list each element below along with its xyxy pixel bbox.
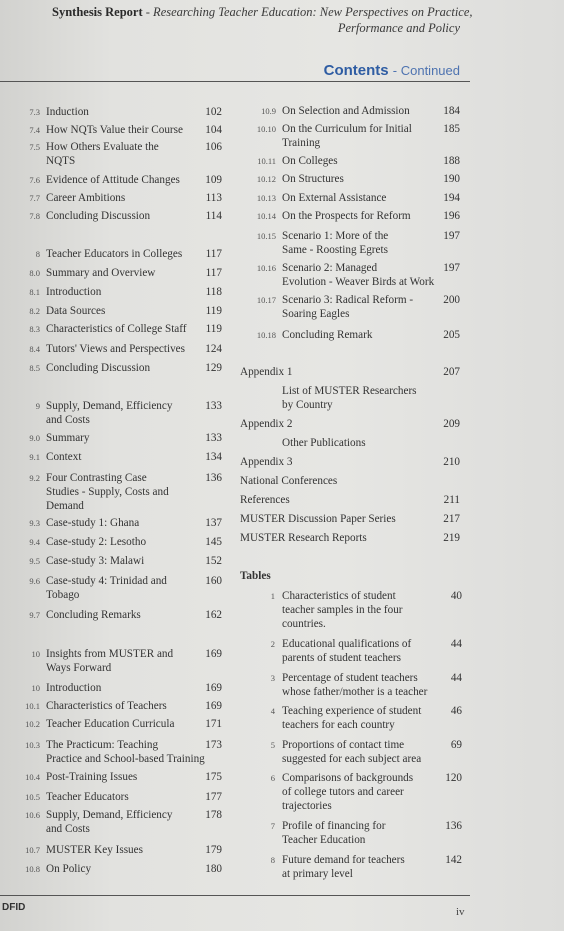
entry-number: 10.14 bbox=[256, 211, 276, 221]
toc-entry bbox=[240, 172, 464, 186]
contents-label: Contents bbox=[323, 62, 389, 79]
toc-entry bbox=[14, 247, 232, 261]
entry-number: 8 bbox=[35, 249, 40, 259]
entry-number: 7.5 bbox=[29, 142, 40, 152]
toc-entry bbox=[14, 342, 232, 356]
entry-title-line: Four Contrasting Case bbox=[46, 472, 147, 484]
entry-title-line: Practice and School-based Training bbox=[46, 753, 205, 765]
entry-title-line: MUSTER Key Issues bbox=[46, 844, 143, 856]
toc-entry bbox=[14, 516, 232, 530]
table-list-entry bbox=[240, 853, 464, 881]
entry-number: 9.5 bbox=[29, 556, 40, 566]
entry-title-line: Concluding Remark bbox=[282, 329, 373, 341]
entry-page-number: 207 bbox=[443, 366, 460, 378]
entry-number: 7.8 bbox=[29, 211, 40, 221]
entry-number: 7.3 bbox=[29, 107, 40, 117]
entry-number: 9.2 bbox=[29, 473, 40, 483]
footer-page-number: iv bbox=[456, 906, 465, 918]
entry-title-line: National Conferences bbox=[240, 475, 338, 487]
entry-page-number: 175 bbox=[205, 771, 222, 783]
entry-number: 10.5 bbox=[25, 792, 40, 802]
entry-title-line: Supply, Demand, Efficiency bbox=[46, 809, 173, 821]
entry-number: 8.0 bbox=[29, 268, 40, 278]
entry-number: 8.1 bbox=[29, 287, 40, 297]
toc-entry bbox=[14, 285, 232, 299]
entry-page-number: 44 bbox=[450, 672, 462, 684]
entry-number: 9.0 bbox=[29, 433, 40, 443]
report-subtitle-part1: - Researching Teacher Education: New Perspectives on Practice, bbox=[145, 5, 473, 19]
toc-entry bbox=[14, 770, 232, 784]
entry-title-line: teachers for each country bbox=[282, 719, 395, 731]
appendix-entry bbox=[240, 474, 464, 488]
entry-title-line: Teacher Educators bbox=[46, 791, 129, 803]
entry-number: 10.16 bbox=[256, 263, 276, 273]
entry-title-line: Educational qualifications of bbox=[282, 638, 412, 650]
toc-entry bbox=[14, 790, 232, 804]
entry-page-number: 109 bbox=[205, 174, 222, 186]
entry-page-number: 196 bbox=[443, 210, 460, 222]
entry-title-line: Post-Training Issues bbox=[46, 771, 138, 783]
entry-page-number: 205 bbox=[443, 329, 460, 341]
table-list-entry bbox=[240, 589, 464, 631]
entry-title-line: On External Assistance bbox=[282, 192, 387, 204]
entry-number: 10 bbox=[31, 649, 40, 659]
entry-title-line: NQTS bbox=[46, 155, 76, 167]
entry-title-line: at primary level bbox=[282, 868, 353, 880]
entry-page-number: 104 bbox=[205, 124, 222, 136]
entry-title-line: Case-study 2: Lesotho bbox=[46, 536, 147, 548]
contents-heading bbox=[324, 62, 460, 79]
entry-title-line: Ways Forward bbox=[46, 662, 112, 674]
toc-entry bbox=[14, 105, 232, 119]
entry-title-line: Appendix 3 bbox=[240, 456, 293, 468]
entry-title-line: whose father/mother is a teacher bbox=[282, 686, 428, 698]
entry-number: 10.15 bbox=[256, 231, 276, 241]
entry-number: 5 bbox=[270, 740, 275, 750]
entry-page-number: 133 bbox=[205, 432, 222, 444]
entry-title-line: Evolution - Weaver Birds at Work bbox=[282, 276, 435, 288]
entry-number: 9 bbox=[35, 401, 40, 411]
toc-entry bbox=[14, 808, 232, 836]
entry-title-line: and Costs bbox=[46, 414, 90, 426]
toc-entry bbox=[240, 261, 464, 289]
entry-page-number: 219 bbox=[443, 532, 460, 544]
entry-title-line: Induction bbox=[46, 106, 89, 118]
entry-title-line: Introduction bbox=[46, 286, 102, 298]
entry-page-number: 188 bbox=[443, 155, 460, 167]
toc-entry bbox=[14, 681, 232, 695]
appendix-entry bbox=[240, 531, 464, 545]
toc-entry bbox=[14, 862, 232, 876]
entry-page-number: 137 bbox=[205, 517, 222, 529]
toc-entry bbox=[14, 173, 232, 187]
entry-page-number: 106 bbox=[205, 141, 222, 153]
toc-entry bbox=[14, 322, 232, 336]
entry-page-number: 197 bbox=[443, 262, 460, 274]
entry-number: 10.1 bbox=[25, 701, 40, 711]
toc-entry bbox=[240, 191, 464, 205]
entry-number: 9.4 bbox=[29, 537, 40, 547]
entry-title-line: Characteristics of College Staff bbox=[46, 323, 187, 335]
entry-title-line: The Practicum: Teaching bbox=[46, 739, 159, 751]
appendix-entry bbox=[240, 365, 464, 379]
entry-title-line: Evidence of Attitude Changes bbox=[46, 174, 180, 186]
toc-entry bbox=[14, 738, 232, 766]
entry-title-line: Proportions of contact time bbox=[282, 739, 405, 751]
entry-title-line: MUSTER Research Reports bbox=[240, 532, 367, 544]
entry-page-number: 209 bbox=[443, 418, 460, 430]
toc-entry bbox=[240, 122, 464, 150]
entry-title-line: by Country bbox=[282, 399, 333, 411]
entry-title-line: Comparisons of backgrounds bbox=[282, 772, 414, 784]
entry-page-number: 178 bbox=[205, 809, 222, 821]
entry-number: 10.10 bbox=[256, 124, 276, 134]
entry-page-number: 169 bbox=[205, 700, 222, 712]
toc-entry bbox=[14, 191, 232, 205]
entry-number: 10 bbox=[31, 683, 40, 693]
entry-page-number: 194 bbox=[443, 192, 460, 204]
entry-page-number: 124 bbox=[205, 343, 222, 355]
entry-number: 3 bbox=[270, 673, 275, 683]
entry-page-number: 113 bbox=[205, 192, 222, 204]
entry-title-line: Appendix 1 bbox=[240, 366, 293, 378]
toc-entry bbox=[240, 229, 464, 257]
entry-number: 9.7 bbox=[29, 610, 40, 620]
entry-title-line: Insights from MUSTER and bbox=[46, 648, 174, 660]
entry-title-line: On Colleges bbox=[282, 155, 338, 167]
footer-rule bbox=[0, 895, 470, 896]
toc-entry bbox=[14, 574, 232, 602]
toc-entry bbox=[14, 140, 232, 168]
entry-page-number: 169 bbox=[205, 682, 222, 694]
table-list-entry bbox=[240, 637, 464, 665]
entry-page-number: 160 bbox=[205, 575, 222, 587]
entry-number: 8.3 bbox=[29, 324, 40, 334]
toc-entry bbox=[14, 608, 232, 622]
toc-entry bbox=[14, 399, 232, 427]
entry-page-number: 119 bbox=[205, 323, 222, 335]
appendix-entry bbox=[240, 384, 464, 412]
appendix-entry bbox=[240, 493, 464, 507]
entry-title-line: Other Publications bbox=[282, 437, 366, 449]
table-list-entry bbox=[240, 671, 464, 699]
entry-title-line: On Selection and Admission bbox=[282, 105, 410, 117]
entry-number: 7 bbox=[270, 821, 275, 831]
entry-number: 10.4 bbox=[25, 772, 40, 782]
entry-title-line: teacher samples in the four bbox=[282, 604, 403, 616]
toc-entry bbox=[240, 293, 464, 321]
entry-number: 10.17 bbox=[256, 295, 276, 305]
entry-page-number: 152 bbox=[205, 555, 222, 567]
toc-entry bbox=[240, 104, 464, 118]
entry-page-number: 136 bbox=[205, 472, 222, 484]
entry-page-number: 173 bbox=[205, 739, 222, 751]
toc-entry bbox=[14, 209, 232, 223]
entry-page-number: 40 bbox=[450, 590, 462, 602]
entry-number: 9.3 bbox=[29, 518, 40, 528]
toc-entry bbox=[14, 450, 232, 464]
tables-heading: Tables bbox=[240, 570, 271, 582]
entry-number: 8.2 bbox=[29, 306, 40, 316]
toc-entry bbox=[14, 843, 232, 857]
entry-title-line: Career Ambitions bbox=[46, 192, 126, 204]
report-title: Synthesis Report bbox=[52, 5, 143, 19]
entry-title-line: Future demand for teachers bbox=[282, 854, 405, 866]
entry-page-number: 217 bbox=[443, 513, 460, 525]
entry-title-line: Tobago bbox=[46, 589, 80, 601]
entry-title-line: suggested for each subject area bbox=[282, 753, 422, 765]
entry-title-line: On Policy bbox=[46, 863, 92, 875]
entry-page-number: 184 bbox=[443, 105, 460, 117]
entry-number: 9.6 bbox=[29, 576, 40, 586]
toc-entry bbox=[14, 266, 232, 280]
entry-page-number: 171 bbox=[205, 718, 222, 730]
entry-number: 7.6 bbox=[29, 175, 40, 185]
entry-title-line: countries. bbox=[282, 618, 326, 630]
toc-entry bbox=[240, 154, 464, 168]
entry-page-number: 180 bbox=[205, 863, 222, 875]
entry-title-line: Summary and Overview bbox=[46, 267, 156, 279]
entry-title-line: List of MUSTER Researchers bbox=[282, 385, 417, 397]
entry-number: 10.6 bbox=[25, 810, 40, 820]
entry-page-number: 145 bbox=[205, 536, 222, 548]
entry-title-line: and Costs bbox=[46, 823, 90, 835]
entry-title-line: How Others Evaluate the bbox=[46, 141, 159, 153]
entry-number: 2 bbox=[270, 639, 275, 649]
entry-page-number: 210 bbox=[443, 456, 460, 468]
entry-title-line: Concluding Discussion bbox=[46, 362, 151, 374]
entry-page-number: 211 bbox=[443, 494, 460, 506]
entry-title-line: Teacher Education bbox=[282, 834, 366, 846]
entry-page-number: 114 bbox=[205, 210, 222, 222]
entry-page-number: 185 bbox=[443, 123, 460, 135]
appendix-entry bbox=[240, 417, 464, 431]
entry-page-number: 134 bbox=[205, 451, 222, 463]
table-list-entry bbox=[240, 771, 464, 813]
header-line-1 bbox=[52, 5, 473, 20]
entry-page-number: 46 bbox=[450, 705, 462, 717]
entry-page-number: 69 bbox=[450, 739, 462, 751]
entry-number: 7.4 bbox=[29, 125, 40, 135]
entry-number: 8.5 bbox=[29, 363, 40, 373]
entry-title-line: Scenario 1: More of the bbox=[282, 230, 389, 242]
entry-page-number: 177 bbox=[205, 791, 222, 803]
entry-page-number: 133 bbox=[205, 400, 222, 412]
entry-title-line: Context bbox=[46, 451, 82, 463]
entry-page-number: 102 bbox=[205, 106, 222, 118]
entry-title-line: Training bbox=[282, 137, 321, 149]
entry-number: 10.9 bbox=[261, 106, 276, 116]
entry-title-line: Percentage of student teachers bbox=[282, 672, 418, 684]
table-list-entry bbox=[240, 704, 464, 732]
toc-entry bbox=[240, 328, 464, 342]
entry-number: 10.18 bbox=[256, 330, 276, 340]
entry-title-line: of college tutors and career bbox=[282, 786, 404, 798]
toc-entry bbox=[14, 647, 232, 675]
entry-page-number: 162 bbox=[205, 609, 222, 621]
entry-number: 8 bbox=[270, 855, 275, 865]
entry-title-line: Soaring Eagles bbox=[282, 308, 350, 320]
toc-entry bbox=[14, 123, 232, 137]
continued-label: - Continued bbox=[392, 63, 460, 78]
entry-title-line: Appendix 2 bbox=[240, 418, 293, 430]
table-list-entry bbox=[240, 738, 464, 766]
toc-entry bbox=[14, 431, 232, 445]
entry-title-line: parents of student teachers bbox=[282, 652, 401, 664]
entry-title-line: Teacher Education Curricula bbox=[46, 718, 175, 730]
entry-number: 6 bbox=[270, 773, 275, 783]
entry-title-line: Scenario 3: Radical Reform - bbox=[282, 294, 414, 306]
entry-title-line: Teacher Educators in Colleges bbox=[46, 248, 183, 260]
entry-number: 10.2 bbox=[25, 719, 40, 729]
entry-title-line: Demand bbox=[46, 500, 84, 512]
entry-page-number: 117 bbox=[205, 267, 222, 279]
entry-title-line: References bbox=[240, 494, 290, 506]
entry-page-number: 169 bbox=[205, 648, 222, 660]
entry-page-number: 129 bbox=[205, 362, 222, 374]
toc-entry bbox=[14, 717, 232, 731]
entry-title-line: Concluding Discussion bbox=[46, 210, 151, 222]
entry-number: 10.8 bbox=[25, 864, 40, 874]
entry-page-number: 200 bbox=[443, 294, 460, 306]
header-rule bbox=[0, 81, 470, 82]
table-list-entry bbox=[240, 819, 464, 847]
toc-entry bbox=[14, 304, 232, 318]
toc-entry bbox=[14, 361, 232, 375]
toc-entry bbox=[14, 535, 232, 549]
entry-number: 10.13 bbox=[256, 193, 276, 203]
entry-title-line: Concluding Remarks bbox=[46, 609, 141, 621]
entry-title-line: Scenario 2: Managed bbox=[282, 262, 378, 274]
toc-entry bbox=[14, 471, 232, 513]
appendix-entry bbox=[240, 455, 464, 469]
entry-page-number: 190 bbox=[443, 173, 460, 185]
entry-title-line: Case-study 1: Ghana bbox=[46, 517, 140, 529]
appendix-entry bbox=[240, 436, 464, 450]
entry-page-number: 136 bbox=[445, 820, 462, 832]
entry-page-number: 120 bbox=[445, 772, 462, 784]
entry-title-line: Teaching experience of student bbox=[282, 705, 422, 717]
entry-number: 8.4 bbox=[29, 344, 40, 354]
entry-number: 10.11 bbox=[257, 156, 276, 166]
entry-title-line: trajectories bbox=[282, 800, 332, 812]
entry-title-line: On the Prospects for Reform bbox=[282, 210, 411, 222]
entry-title-line: Summary bbox=[46, 432, 90, 444]
entry-title-line: On Structures bbox=[282, 173, 344, 185]
entry-title-line: Case-study 4: Trinidad and bbox=[46, 575, 167, 587]
entry-title-line: Data Sources bbox=[46, 305, 106, 317]
entry-title-line: Characteristics of student bbox=[282, 590, 396, 602]
entry-title-line: On the Curriculum for Initial bbox=[282, 123, 412, 135]
entry-title-line: Introduction bbox=[46, 682, 102, 694]
entry-title-line: Studies - Supply, Costs and bbox=[46, 486, 169, 498]
entry-title-line: Profile of financing for bbox=[282, 820, 386, 832]
entry-page-number: 118 bbox=[205, 286, 222, 298]
entry-page-number: 142 bbox=[445, 854, 462, 866]
entry-number: 9.1 bbox=[29, 452, 40, 462]
entry-number: 1 bbox=[270, 591, 275, 601]
appendix-entry bbox=[240, 512, 464, 526]
toc-entry bbox=[14, 554, 232, 568]
entry-number: 10.12 bbox=[256, 174, 276, 184]
entry-page-number: 179 bbox=[205, 844, 222, 856]
entry-title-line: Same - Roosting Egrets bbox=[282, 244, 388, 256]
footer-publisher: DFID bbox=[2, 902, 26, 913]
entry-page-number: 44 bbox=[450, 638, 462, 650]
entry-number: 10.7 bbox=[25, 845, 40, 855]
entry-number: 10.3 bbox=[25, 740, 40, 750]
entry-title-line: Characteristics of Teachers bbox=[46, 700, 167, 712]
entry-number: 4 bbox=[270, 706, 275, 716]
entry-page-number: 117 bbox=[205, 248, 222, 260]
report-subtitle-part2: Performance and Policy bbox=[337, 21, 460, 35]
entry-page-number: 197 bbox=[443, 230, 460, 242]
entry-title-line: Supply, Demand, Efficiency bbox=[46, 400, 173, 412]
toc-entry bbox=[14, 699, 232, 713]
toc-entry bbox=[240, 209, 464, 223]
entry-page-number: 119 bbox=[205, 305, 222, 317]
entry-title-line: Tutors' Views and Perspectives bbox=[46, 343, 186, 355]
entry-title-line: How NQTs Value their Course bbox=[46, 124, 183, 136]
entry-number: 7.7 bbox=[29, 193, 40, 203]
entry-title-line: MUSTER Discussion Paper Series bbox=[240, 513, 396, 525]
entry-title-line: Case-study 3: Malawi bbox=[46, 555, 145, 567]
